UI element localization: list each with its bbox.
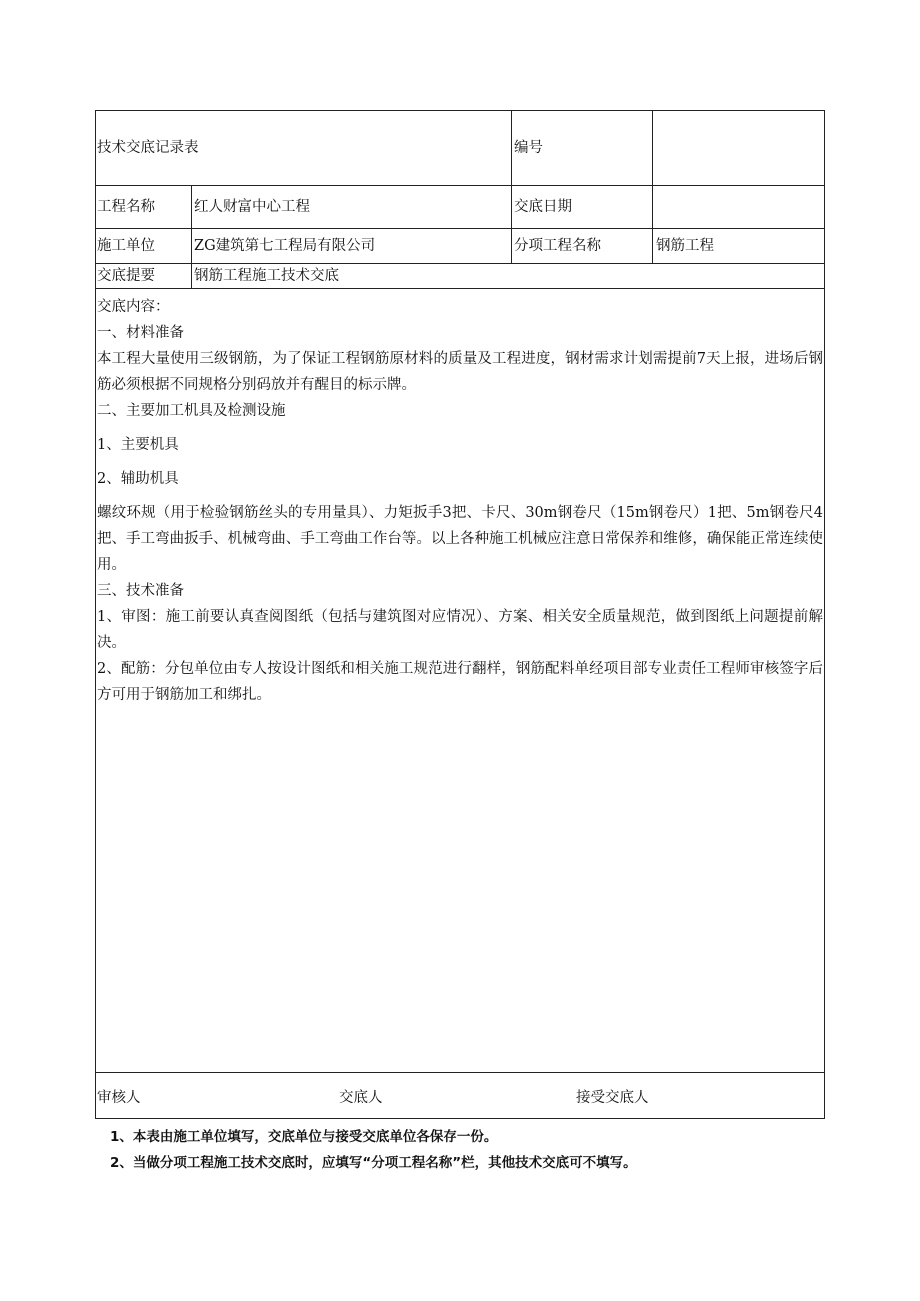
summary-label: 交底提要 bbox=[97, 268, 155, 284]
subproject-name-label: 分项工程名称 bbox=[514, 238, 601, 254]
section-3-item-2: 2、配筋：分包单位由专人按设计图纸和相关施工规范进行翻样，钢筋配料单经项目部专业责任工程师审核签字后方可用于钢筋加工和绑扎。 bbox=[97, 661, 823, 703]
column-divider bbox=[511, 111, 512, 263]
project-name-label: 工程名称 bbox=[97, 199, 155, 215]
reviewer-label: 审核人 bbox=[97, 1090, 141, 1106]
disclosure-record-form bbox=[95, 110, 825, 1119]
disclosure-date-label: 交底日期 bbox=[514, 199, 572, 215]
section-2-item-1: 1、主要机具 bbox=[97, 437, 179, 453]
section-2-text: 螺纹环规（用于检验钢筋丝头的专用量具）、力矩扳手3把、卡尺、30m钢卷尺（15m钢卷尺）1把、5m钢卷尺4把、手工弯曲扳手、机械弯曲、手工弯曲工作台等。以上各种施工机械应注意日常保养和维修，确保能正常连续使用。 bbox=[97, 505, 823, 573]
contractor-label: 施工单位 bbox=[97, 238, 155, 254]
discloser-label: 交底人 bbox=[339, 1090, 383, 1106]
form-title: 技术交底记录表 bbox=[97, 140, 199, 156]
section-3-item-1: 1、审图：施工前要认真查阅图纸（包括与建筑图对应情况）、方案、相关安全质量规范，做到图纸上问题提前解决。 bbox=[97, 609, 823, 651]
section-3-title: 三、技术准备 bbox=[97, 583, 184, 599]
row-divider bbox=[96, 185, 824, 186]
note-2: 2、当做分项工程施工技术交底时，应填写“分项工程名称”栏，其他技术交底可不填写。 bbox=[110, 1155, 637, 1171]
section-2-item-2: 2、辅助机具 bbox=[97, 471, 179, 487]
row-divider bbox=[96, 288, 824, 289]
number-label: 编号 bbox=[514, 140, 543, 156]
column-divider bbox=[652, 111, 653, 263]
disclosure-content bbox=[97, 294, 823, 708]
row-divider bbox=[96, 1072, 824, 1073]
section-2-title: 二、主要加工机具及检测设施 bbox=[97, 403, 286, 419]
content-heading: 交底内容： bbox=[97, 299, 170, 315]
summary-field[interactable]: 钢筋工程施工技术交底 bbox=[194, 268, 339, 284]
contractor-field[interactable]: ZG建筑第七工程局有限公司 bbox=[194, 238, 376, 254]
row-divider bbox=[96, 263, 824, 264]
section-1-text: 本工程大量使用三级钢筋，为了保证工程钢筋原材料的质量及工程进度，钢材需求计划需提前7天上报，进场后钢筋必须根据不同规格分别码放并有醒目的标示牌。 bbox=[97, 351, 823, 393]
form-notes bbox=[110, 1124, 810, 1176]
column-divider bbox=[191, 185, 192, 288]
section-1-title: 一、材料准备 bbox=[97, 325, 184, 341]
receiver-label: 接受交底人 bbox=[576, 1090, 649, 1106]
subproject-name-field[interactable]: 钢筋工程 bbox=[656, 238, 714, 254]
project-name-field[interactable]: 红人财富中心工程 bbox=[194, 199, 310, 215]
note-1: 1、本表由施工单位填写，交底单位与接受交底单位各保存一份。 bbox=[110, 1129, 498, 1145]
row-divider bbox=[96, 228, 824, 229]
